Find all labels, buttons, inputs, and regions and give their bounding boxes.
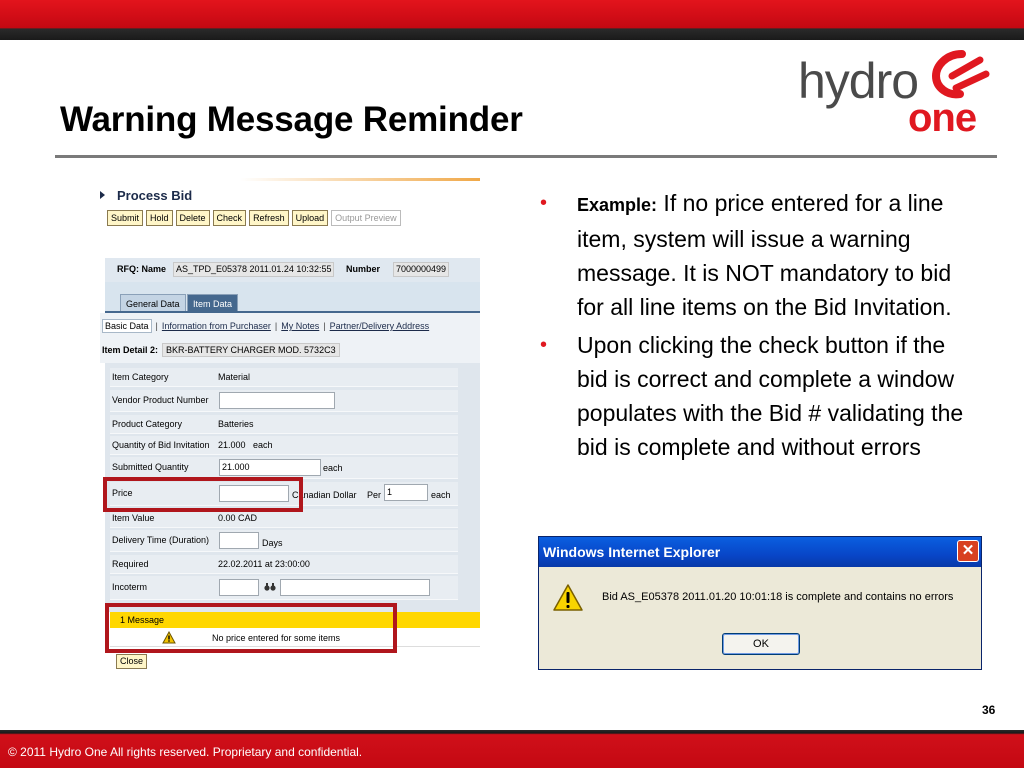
rfq-name-label: RFQ: Name <box>117 264 167 274</box>
submitted-quantity-unit: each <box>323 463 343 473</box>
sap-header-accent <box>240 178 480 181</box>
message-highlight-box <box>105 603 397 653</box>
upload-button[interactable]: Upload <box>292 210 329 226</box>
required-value: 22.02.2011 at 23:00:00 <box>218 559 310 569</box>
vendor-product-number-label: Vendor Product Number <box>112 395 209 405</box>
price-per-input[interactable]: 1 <box>384 484 428 501</box>
incoterm-input[interactable] <box>219 579 259 596</box>
sap-process-bid-screenshot <box>100 178 480 672</box>
product-category-value: Batteries <box>218 419 254 429</box>
submitted-quantity-label: Submitted Quantity <box>112 462 189 472</box>
ie-dialog-title: Windows Internet Explorer <box>543 544 721 560</box>
warning-icon <box>552 583 584 613</box>
row-delivery-time <box>110 530 458 552</box>
title-divider <box>55 155 997 158</box>
price-per-label: Per <box>367 490 382 500</box>
bullet-marker: • <box>540 334 548 356</box>
hydro-one-logo <box>790 48 1000 148</box>
bullet-list <box>540 186 980 468</box>
quantity-bid-label: Quantity of Bid Invitation <box>112 440 210 450</box>
ie-dialog-message: Bid AS_E05378 2011.01.20 10:01:18 is complete and contains no errors <box>602 591 954 603</box>
logo-swoosh-icon <box>928 48 996 100</box>
price-currency: Canadian Dollar <box>292 490 357 500</box>
search-binoculars-icon[interactable] <box>264 582 276 592</box>
submit-button[interactable]: Submit <box>107 210 143 226</box>
bullet-text: Upon clicking the check button if the bid is correct and complete a window populates with the Bid # validating the bid is complete and without errors <box>577 332 964 460</box>
product-category-label: Product Category <box>112 419 183 429</box>
row-vendor-product-number <box>110 390 458 412</box>
rfq-header <box>105 258 480 282</box>
item-detail-value: BKR-BATTERY CHARGER MOD. 5732C3 <box>162 343 340 357</box>
submitted-quantity-input[interactable]: 21.000 <box>219 459 321 476</box>
item-category-label: Item Category <box>112 372 169 382</box>
link-information-from-purchaser[interactable]: Information from Purchaser <box>161 321 271 331</box>
logo-hydro-text: hydro <box>798 53 919 109</box>
ie-dialog-titlebar <box>539 537 981 567</box>
ok-button[interactable]: OK <box>722 633 800 655</box>
link-partner-delivery-address[interactable]: Partner/Delivery Address <box>329 321 430 331</box>
sap-process-bid-title <box>100 188 192 203</box>
delivery-time-unit: Days <box>262 538 283 548</box>
message-text: No price entered for some items <box>212 633 341 643</box>
item-data-links <box>100 313 480 363</box>
bullet-item <box>540 328 980 464</box>
bullet-lead: Example: <box>577 195 658 215</box>
item-value-label: Item Value <box>112 513 155 523</box>
row-item-category <box>110 368 458 387</box>
link-my-notes[interactable]: My Notes <box>281 321 320 331</box>
bullet-item <box>540 186 980 324</box>
link-separator: | <box>155 321 158 331</box>
ie-dialog <box>538 536 982 670</box>
item-detail-label: Item Detail 2: <box>102 345 159 355</box>
sap-toolbar <box>107 210 401 226</box>
incoterm-label: Incoterm <box>112 582 148 592</box>
link-separator: | <box>274 321 278 331</box>
incoterm-location-input[interactable] <box>280 579 430 596</box>
row-required <box>110 555 458 574</box>
price-per-unit: each <box>431 490 451 500</box>
link-basic-data[interactable]: Basic Data <box>102 319 152 333</box>
tab-strip <box>105 282 480 312</box>
output-preview-button[interactable]: Output Preview <box>331 210 401 226</box>
sap-title-text: Process Bid <box>117 188 193 203</box>
expand-triangle-icon <box>100 191 105 199</box>
item-value-value: 0.00 CAD <box>218 513 258 523</box>
required-label: Required <box>112 559 149 569</box>
row-quantity-bid <box>110 436 458 455</box>
close-icon[interactable]: ✕ <box>957 540 979 562</box>
tab-general-data[interactable]: General Data <box>120 294 186 312</box>
delivery-time-label: Delivery Time (Duration) <box>112 535 210 545</box>
slide-title: Warning Message Reminder <box>60 100 523 139</box>
page-number: 36 <box>982 703 996 717</box>
refresh-button[interactable]: Refresh <box>249 210 289 226</box>
price-label: Price <box>112 488 133 498</box>
top-banner <box>0 0 1024 40</box>
quantity-bid-value: 21.000 each <box>218 440 273 450</box>
rfq-name-value: AS_TPD_E05378 2011.01.24 10:32:55 <box>173 262 334 277</box>
item-detail <box>102 343 340 357</box>
subtab-links <box>102 319 429 333</box>
delivery-time-input[interactable] <box>219 532 259 549</box>
row-submitted-quantity <box>110 457 458 479</box>
vendor-product-number-input[interactable] <box>219 392 335 409</box>
rfq-number-value: 7000000499 <box>393 262 449 277</box>
tab-item-data[interactable]: Item Data <box>187 294 238 312</box>
row-product-category <box>110 415 458 434</box>
rfq-number-label: Number <box>346 264 381 274</box>
logo-one-text: one <box>908 96 977 140</box>
message-header: 1 Message <box>110 612 480 628</box>
item-category-value: Material <box>218 372 251 382</box>
check-button[interactable]: Check <box>213 210 247 226</box>
bullet-marker: • <box>540 192 548 214</box>
delete-button[interactable]: Delete <box>176 210 210 226</box>
bullet-text: If no price entered for a line item, system will issue a warning message. It is NOT mandatory to bid for all line items on the Bid Invitation. <box>577 190 952 320</box>
row-incoterm <box>110 576 458 600</box>
hold-button[interactable]: Hold <box>146 210 173 226</box>
footer-copyright: © 2011 Hydro One All rights reserved. Proprietary and confidential. <box>8 745 363 759</box>
price-highlight-box <box>103 477 303 512</box>
close-button[interactable]: Close <box>116 654 147 669</box>
link-separator: | <box>323 321 326 331</box>
